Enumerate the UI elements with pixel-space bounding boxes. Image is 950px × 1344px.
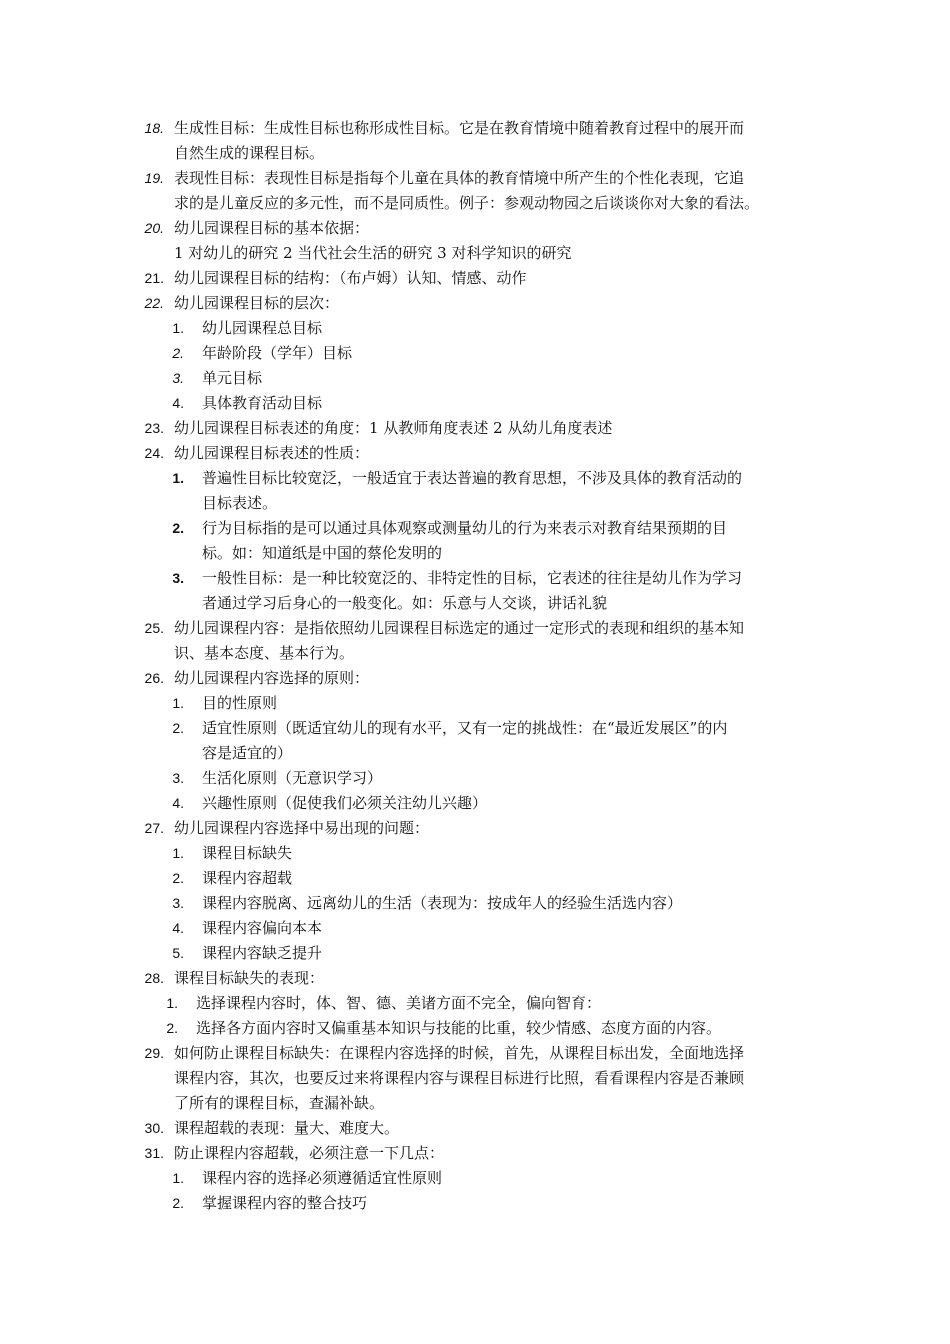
- item-27-4-line-1: 课程内容偏向本本: [202, 919, 323, 937]
- item-19-line-1: 表现性目标：表现性目标是指每个儿童在具体的教育情境中所产生的个性化表现，它追: [174, 169, 745, 187]
- item-24-2-line-2: 标。如：知道纸是中国的蔡伦发明的: [202, 544, 443, 562]
- num-30: 30.: [144, 1120, 164, 1136]
- num-22-4: 4.: [172, 395, 184, 411]
- num-26-4: 4.: [172, 795, 184, 811]
- num-24-3: 3.: [172, 570, 184, 586]
- item-18-line-1: 生成性目标：生成性目标也称形成性目标。它是在教育情境中随着教育过程中的展开而: [174, 119, 745, 137]
- num-28-2: 2.: [166, 1020, 178, 1036]
- num-23: 23.: [144, 420, 164, 436]
- num-28-1: 1.: [166, 995, 178, 1011]
- item-25-line-2: 识、基本态度、基本行为。: [174, 644, 355, 662]
- item-22-1-line-1: 幼儿园课程总目标: [202, 319, 323, 337]
- item-19-line-2: 求的是儿童反应的多元性，而不是同质性。例子：参观动物园之后谈谈你对大象的看法。: [174, 194, 760, 212]
- item-22-3-line-1: 单元目标: [202, 369, 263, 387]
- item-22-2-line-1: 年龄阶段（学年）目标: [202, 344, 353, 362]
- num-31-2: 2.: [172, 1195, 184, 1211]
- num-26-2: 2.: [172, 720, 184, 736]
- num-31: 31.: [144, 1145, 164, 1161]
- item-31-1-line-1: 课程内容的选择必须遵循适宜性原则: [202, 1169, 443, 1187]
- item-24-1-line-2: 目标表述。: [202, 494, 278, 512]
- num-28: 28.: [144, 970, 164, 986]
- num-27-3: 3.: [172, 895, 184, 911]
- num-22: 22.: [144, 295, 164, 311]
- item-27-1-line-1: 课程目标缺失: [202, 844, 293, 862]
- num-27: 27.: [144, 820, 164, 836]
- item-26-2-line-2: 容是适宜的）: [202, 744, 293, 762]
- item-24-line-1: 幼儿园课程目标表述的性质：: [174, 444, 370, 462]
- num-27-4: 4.: [172, 920, 184, 936]
- num-26: 26.: [144, 670, 164, 686]
- num-24: 24.: [144, 445, 164, 461]
- item-26-line-1: 幼儿园课程内容选择的原则：: [174, 669, 370, 687]
- item-27-5-line-1: 课程内容缺乏提升: [202, 944, 323, 962]
- item-27-line-1: 幼儿园课程内容选择中易出现的问题：: [174, 819, 430, 837]
- num-25: 25.: [144, 620, 164, 636]
- num-22-2: 2.: [172, 345, 184, 361]
- item-31-2-line-1: 掌握课程内容的整合技巧: [202, 1194, 368, 1212]
- item-24-3-line-1: 一般性目标：是一种比较宽泛的、非特定性的目标，它表述的往往是幼儿作为学习: [202, 569, 743, 587]
- num-22-1: 1.: [172, 320, 184, 336]
- num-29: 29.: [144, 1045, 164, 1061]
- num-22-3: 3.: [172, 370, 184, 386]
- item-24-2-line-1: 行为目标指的是可以通过具体观察或测量幼儿的行为来表示对教育结果预期的目: [202, 519, 728, 537]
- num-26-1: 1.: [172, 695, 184, 711]
- num-24-1: 1.: [172, 470, 184, 486]
- num-18: 18.: [144, 120, 164, 136]
- item-22-line-1: 幼儿园课程目标的层次：: [174, 294, 340, 312]
- item-26-2-line-1: 适宜性原则（既适宜幼儿的现有水平，又有一定的挑战性：在“最近发展区”的内: [202, 719, 728, 737]
- item-26-1-line-1: 目的性原则: [202, 694, 278, 712]
- item-29-line-2: 课程内容，其次，也要反过来将课程内容与课程目标进行比照，看看课程内容是否兼顾: [174, 1069, 745, 1087]
- item-26-4-line-1: 兴趣性原则（促使我们必须关注幼儿兴趣）: [202, 794, 488, 812]
- item-27-3-line-1: 课程内容脱离、远离幼儿的生活（表现为：按成年人的经验生活选内容）: [202, 894, 683, 912]
- num-20: 20.: [144, 220, 164, 236]
- num-21: 21.: [144, 270, 164, 286]
- item-31-line-1: 防止课程内容超载，必须注意一下几点：: [174, 1144, 445, 1162]
- num-19: 19.: [144, 170, 164, 186]
- num-26-3: 3.: [172, 770, 184, 786]
- item-24-1-line-1: 普遍性目标比较宽泛，一般适宜于表达普遍的教育思想，不涉及具体的教育活动的: [202, 469, 743, 487]
- num-27-1: 1.: [172, 845, 184, 861]
- item-22-4-line-1: 具体教育活动目标: [202, 394, 323, 412]
- item-18-line-2: 自然生成的课程目标。: [174, 144, 325, 162]
- item-28-1-line-1: 选择课程内容时，体、智、德、美诸方面不完全，偏向智育：: [196, 994, 602, 1012]
- num-31-1: 1.: [172, 1170, 184, 1186]
- item-23-line-1: 幼儿园课程目标表述的角度：1 从教师角度表述 2 从幼儿角度表述: [174, 419, 613, 437]
- item-20-line-2: 1 对幼儿的研究 2 当代社会生活的研究 3 对科学知识的研究: [174, 244, 572, 262]
- item-26-3-line-1: 生活化原则（无意识学习）: [202, 769, 383, 787]
- num-24-2: 2.: [172, 520, 184, 536]
- item-24-3-line-2: 者通过学习后身心的一般变化。如：乐意与人交谈，讲话礼貌: [202, 594, 608, 612]
- num-27-5: 5.: [172, 945, 184, 961]
- num-27-2: 2.: [172, 870, 184, 886]
- item-20-line-1: 幼儿园课程目标的基本依据：: [174, 219, 370, 237]
- item-28-2-line-1: 选择各方面内容时又偏重基本知识与技能的比重，较少情感、态度方面的内容。: [196, 1019, 722, 1037]
- item-28-line-1: 课程目标缺失的表现：: [174, 969, 325, 987]
- item-29-line-1: 如何防止课程目标缺失：在课程内容选择的时候，首先，从课程目标出发，全面地选择: [174, 1044, 745, 1062]
- item-27-2-line-1: 课程内容超载: [202, 869, 293, 887]
- item-30-line-1: 课程超载的表现：量大、难度大。: [174, 1119, 400, 1137]
- item-29-line-3: 了所有的课程目标，查漏补缺。: [174, 1094, 385, 1112]
- item-25-line-1: 幼儿园课程内容：是指依照幼儿园课程目标选定的通过一定形式的表现和组织的基本知: [174, 619, 745, 637]
- item-21-line-1: 幼儿园课程目标的结构：（布卢姆）认知、情感、动作: [174, 269, 527, 287]
